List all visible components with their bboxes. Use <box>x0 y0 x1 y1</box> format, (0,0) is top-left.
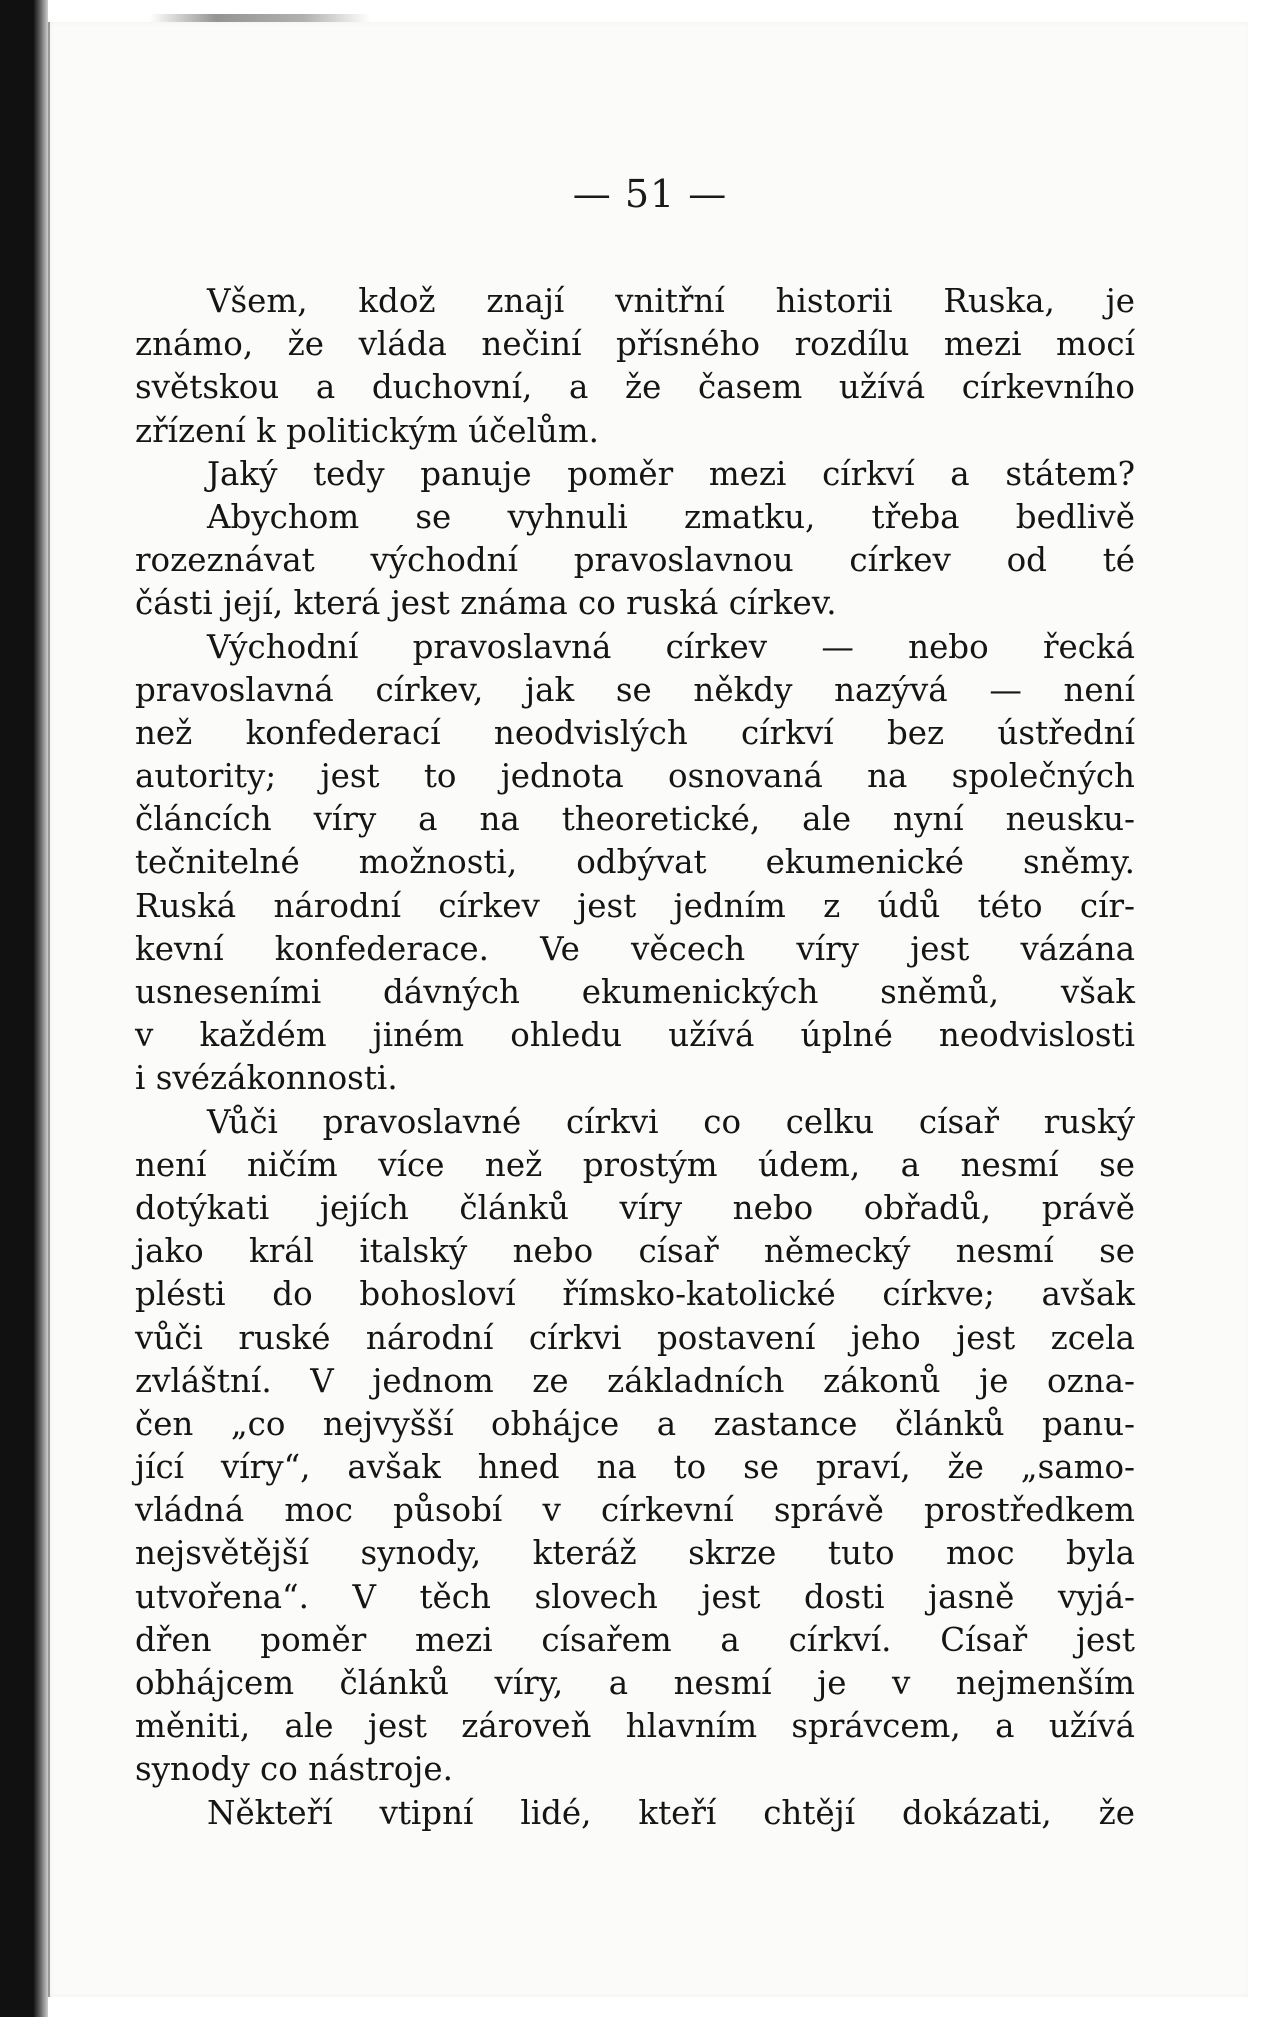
text-line: obhájcem článků víry, a nesmí je v nejmenším <box>135 1664 1135 1702</box>
text-line: světskou a duchovní, a že časem užívá církevního <box>135 368 1135 407</box>
binding-shadow <box>34 0 48 2017</box>
body-text <box>135 280 1135 1835</box>
text-line: utvořena“. V těch slovech jest dosti jasně vyjá- <box>135 1577 1135 1616</box>
text-line: Někteří vtipní lidé, kteří chtějí dokázati, že <box>207 1793 1135 1832</box>
text-line: Vůči pravoslavné církvi co celku císař ruský <box>207 1102 1135 1141</box>
text-line: jako král italský nebo císař německý nesmí se <box>135 1232 1135 1271</box>
text-line: i svézákonnosti. <box>135 1059 398 1098</box>
text-line: Všem, kdož znají vnitřní historii Ruska, je <box>207 282 1135 320</box>
text-line: známo, že vláda nečiní přísného rozdílu mezi mocí <box>135 325 1135 364</box>
text-line: čen „co nejvyšší obhájce a zastance článků panu- <box>135 1404 1135 1443</box>
text-line: jící víry“, avšak hned na to se praví, že „samo- <box>135 1448 1135 1487</box>
text-line: části její, která jest známa co ruská církev. <box>135 584 837 623</box>
text-line: dotýkati jejích článků víry nebo obřadů, právě <box>135 1188 1135 1227</box>
text-line: Jaký tedy panuje poměr mezi církví a státem? <box>207 454 1135 493</box>
text-line: Východní pravoslavná církev — nebo řecká <box>207 627 1135 666</box>
text-line: není ničím více než prostým údem, a nesmí se <box>135 1145 1135 1184</box>
text-line: než konfederací neodvislých církví bez ústřední <box>135 713 1135 752</box>
text-line: autority; jest to jednota osnovaná na společných <box>135 757 1135 796</box>
text-line: vůči ruské národní církvi postavení jeho jest zcela <box>135 1318 1135 1357</box>
text-line: nejsvětější synody, kteráž skrze tuto moc byla <box>135 1534 1135 1573</box>
text-line: měniti, ale jest zároveň hlavním správcem, a užívá <box>135 1707 1135 1746</box>
text-line: Ruská národní církev jest jedním z údů této cír- <box>135 886 1135 925</box>
top-edge-scuff <box>150 14 370 22</box>
text-line: pravoslavná církev, jak se někdy nazývá — není <box>135 670 1135 709</box>
text-line: dřen poměr mezi císařem a církví. Císař jest <box>135 1620 1135 1659</box>
text-line: Abychom se vyhnuli zmatku, třeba bedlivě <box>207 497 1135 536</box>
text-line: zvláštní. V jednom ze základních zákonů je ozna- <box>135 1361 1135 1400</box>
text-line: kevní konfederace. Ve věcech víry jest vázána <box>135 929 1135 968</box>
right-margin <box>1248 0 1269 2017</box>
text-line: tečnitelné možnosti, odbývat ekumenické sněmy. <box>135 843 1135 882</box>
text-line: synody co nástroje. <box>135 1750 453 1789</box>
text-line: zřízení k politickým účelům. <box>135 411 599 450</box>
page-number: — 51 — <box>572 172 728 216</box>
text-line: usneseními dávných ekumenických sněmů, však <box>135 973 1135 1011</box>
text-line: vládná moc působí v církevní správě prostředkem <box>135 1491 1135 1530</box>
book-page <box>48 22 1250 1997</box>
text-line: plésti do bohosloví římsko-katolické církve; avšak <box>135 1275 1135 1314</box>
text-line: článcích víry a na theoretické, ale nyní neusku- <box>135 800 1135 839</box>
text-line: rozeznávat východní pravoslavnou církev od té <box>135 541 1135 580</box>
text-line: v každém jiném ohledu užívá úplné neodvislosti <box>135 1016 1135 1055</box>
